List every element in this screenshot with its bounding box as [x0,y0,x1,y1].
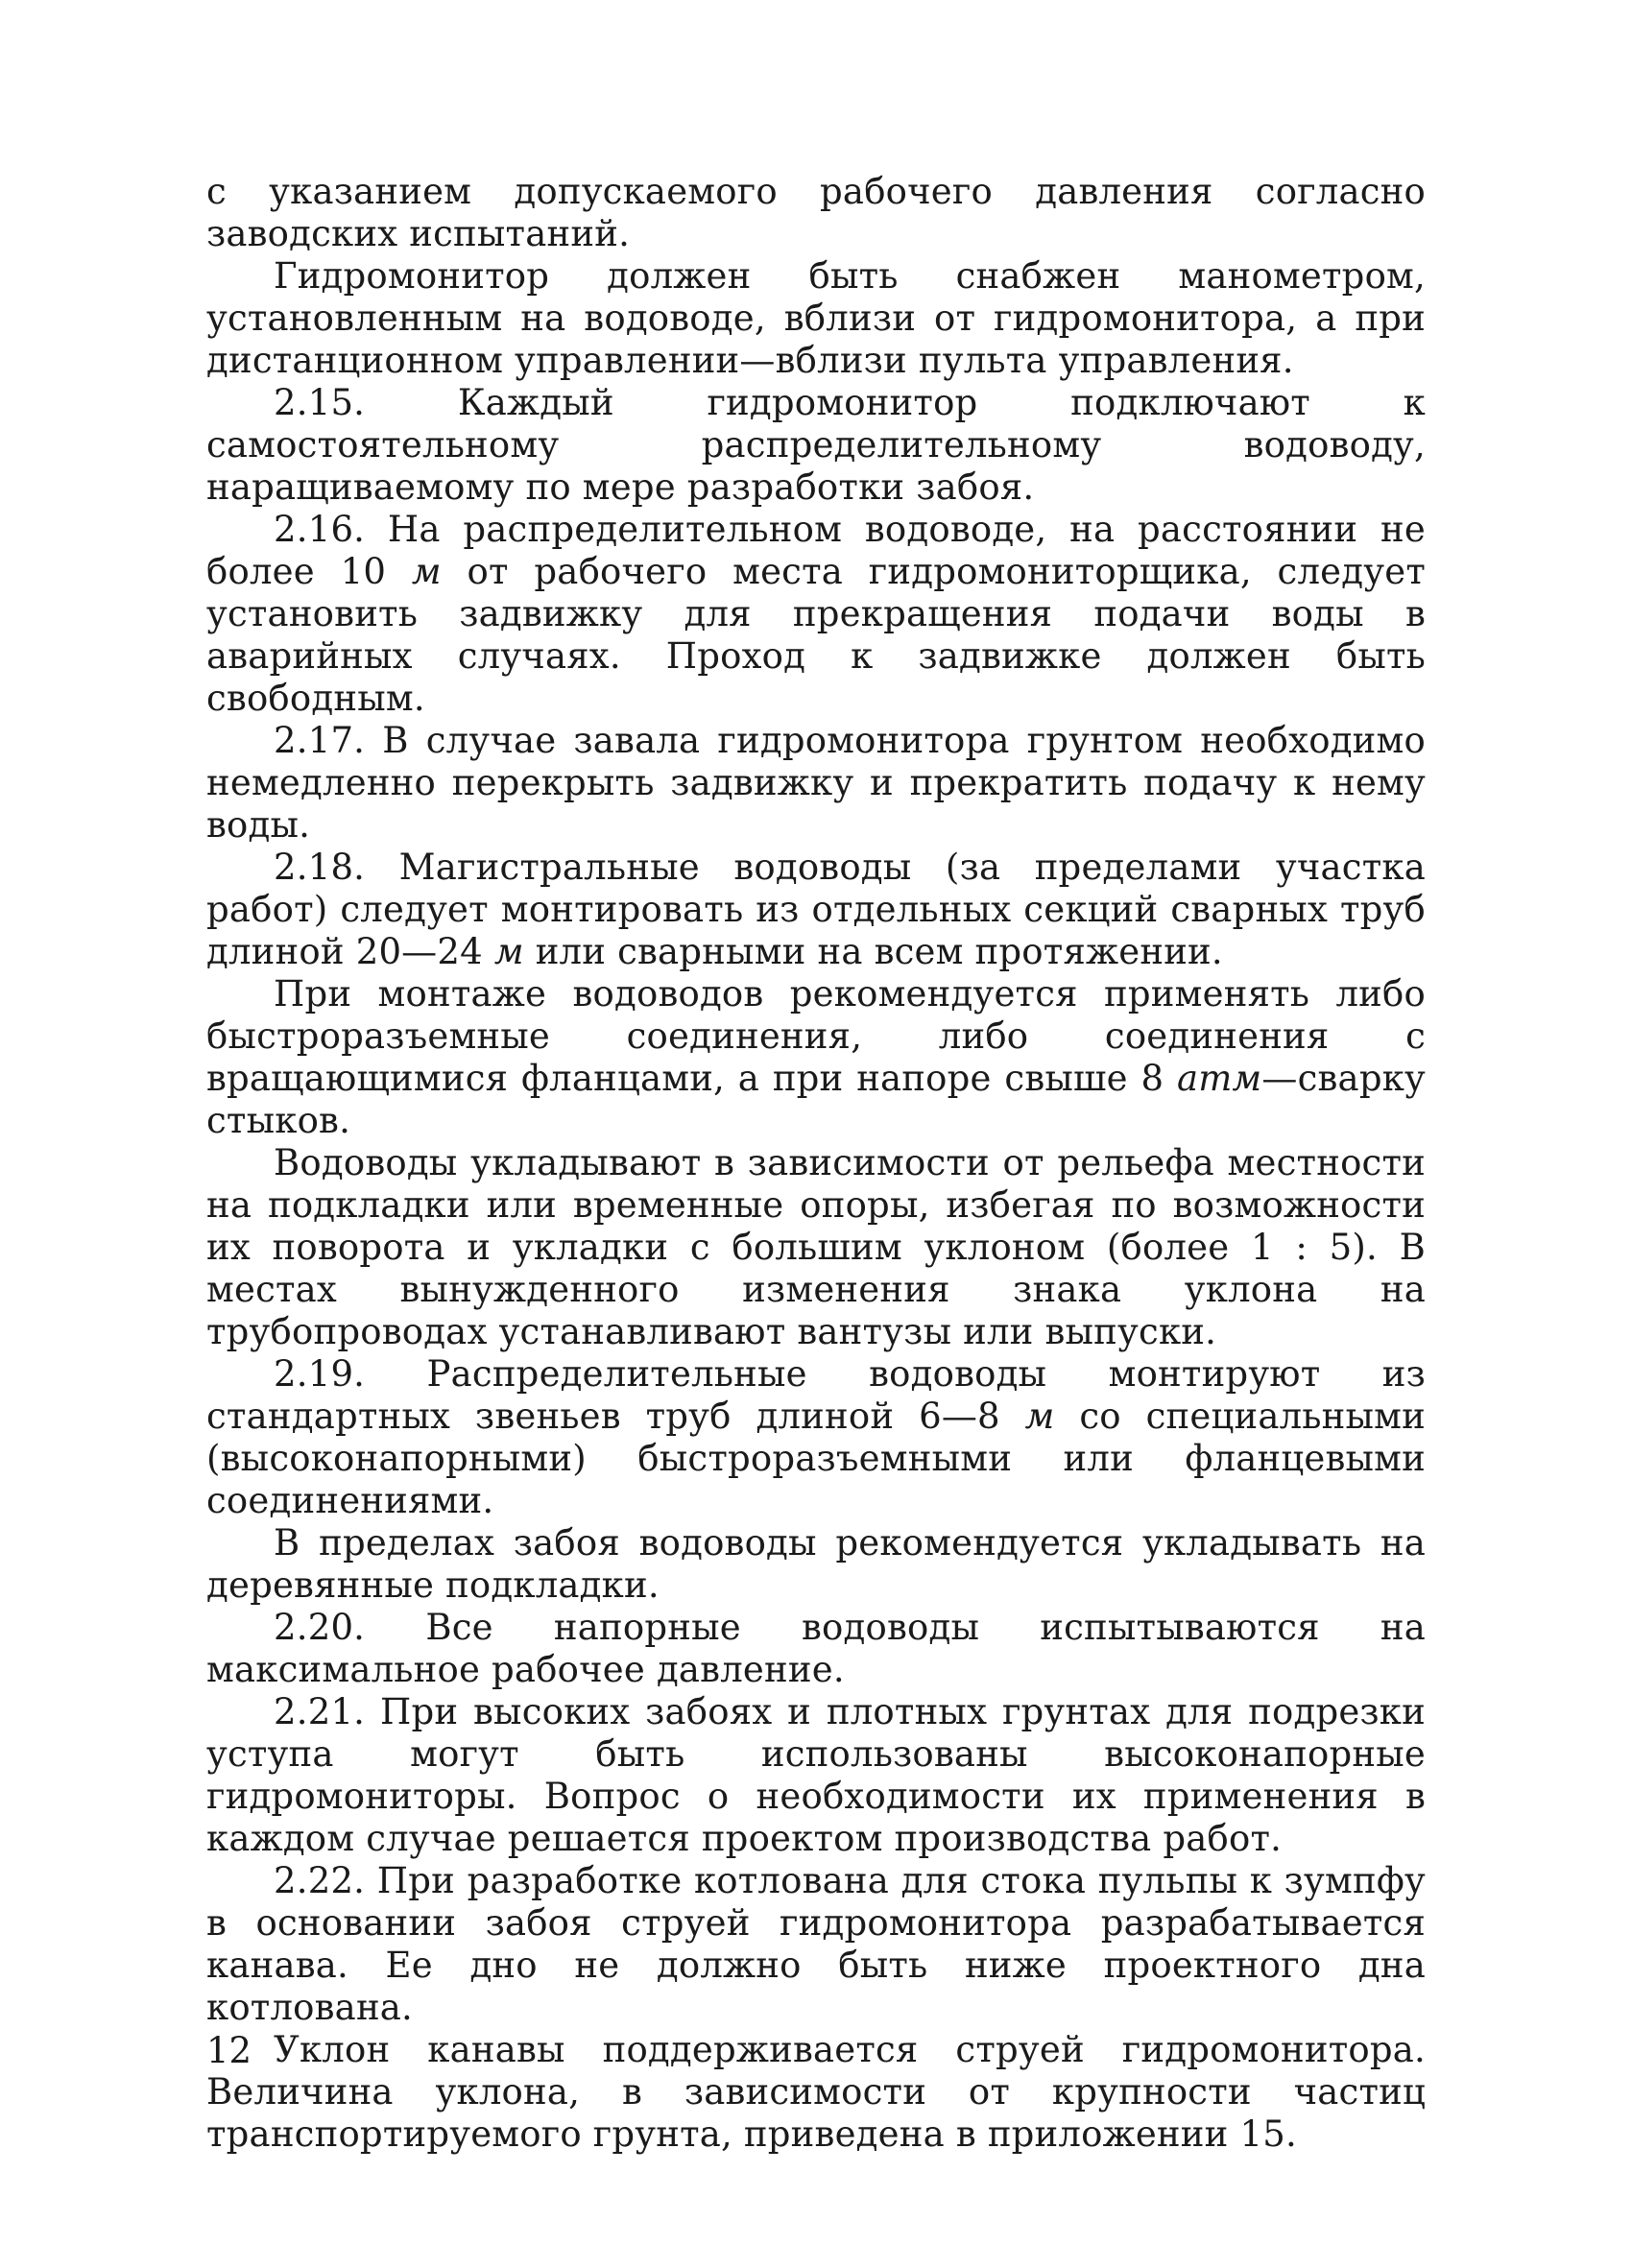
section-number: 2.15. [274,382,366,423]
paragraph-text: В пределах забоя водоводы рекомендуется укладывать на деревянные подкладки. [206,1522,1426,1606]
paragraph-text: Каждый гидромонитор подключают к самостоятельному распределительному водоводу, наращиваемому по мере разработки забоя. [206,382,1426,508]
section-2-15 [206,382,1426,509]
paragraph-manometer [206,255,1426,382]
section-2-18 [206,847,1426,973]
unit-text: м [411,551,442,592]
paragraph-face-limits [206,1522,1426,1607]
section-2-16 [206,509,1426,720]
paragraph-text: В случае завала гидромонитора грунтом необходимо немедленно перекрыть задвижку и прекратить подачу к нему воды. [206,720,1426,846]
section-number: 2.21. [274,1691,366,1732]
paragraph-text: Все напорные водоводы испытываются на максимальное рабочее давление. [206,1607,1426,1690]
paragraph-text: от рабочего места гидромониторщика, следует установить задвижку для прекращения подачи воды в аварийных случаях. Проход к задвижке должен быть свободным. [206,551,1426,719]
paragraph-text: При высоких забоях и плотных грунтах для подрезки уступа могут быть использованы высоконапорные гидромониторы. Вопрос о необходимости их применения в каждом случае решается проектом производства работ. [206,1691,1426,1859]
paragraph-laying [206,1142,1426,1353]
paragraph-text: Магистральные водоводы (за пределами участка работ) следует монтировать из отдельных секций сварных труб длиной 20—24 [206,847,1426,972]
paragraph-text: На распределительном водоводе, на расстоянии не более 10 [206,509,1426,592]
section-number: 2.22. [274,1860,366,1901]
page-number: 12 [206,2030,252,2071]
page-body [206,171,1426,2156]
paragraph-slope [206,2029,1426,2156]
section-number: 2.19. [274,1353,366,1395]
paragraph-mounting [206,973,1426,1142]
section-2-22 [206,1860,1426,2029]
paragraph-text: Гидромонитор должен быть снабжен манометром, установленным на водоводе, вблизи от гидромонитора, а при дистанционном управлении—вблизи пульта управления. [206,255,1426,381]
paragraph-text: При монтаже водоводов рекомендуется применять либо быстроразъемные соединения, либо соединения с вращающимися фланцами, а при напоре свыше 8 [206,973,1426,1099]
unit-text: атм [1176,1058,1262,1099]
section-2-21 [206,1691,1426,1860]
section-number: 2.20. [274,1607,366,1648]
paragraph-text: При разработке котлована для стока пульпы к зумпфу в основании забоя струей гидромонитора разрабатывается канава. Ее дно не должно быть ниже проектного дна котлована. [206,1860,1426,2028]
unit-text: м [493,931,524,972]
section-2-19 [206,1353,1426,1522]
section-number: 2.17. [274,720,366,761]
section-2-17 [206,720,1426,847]
paragraph-continuation [206,171,1426,255]
unit-text: м [1024,1396,1055,1437]
paragraph-text: с указанием допускаемого рабочего давления согласно заводских испытаний. [206,171,1426,254]
paragraph-text: —сварку стыков. [206,1058,1426,1141]
paragraph-text: Водоводы укладывают в зависимости от рельефа местности на подкладки или временные опоры, избегая по возможности их поворота и укладки с большим уклоном (более 1 : 5). В местах вынужденного изменения знака уклона на трубопроводах устанавливают вантузы или выпуски. [206,1142,1426,1352]
section-number: 2.16. [274,509,366,550]
paragraph-text: или сварными на всем протяжении. [523,931,1223,972]
paragraph-text: Уклон канавы поддерживается струей гидромонитора. Величина уклона, в зависимости от крупности частиц транспортируемого грунта, приведена в приложении 15. [206,2029,1426,2155]
paragraph-text: со специальными (высоконапорными) быстроразъемными или фланцевыми соединениями. [206,1396,1426,1521]
section-number: 2.18. [274,847,366,888]
section-2-20 [206,1607,1426,1691]
paragraph-text: Распределительные водоводы монтируют из стандартных звеньев труб длиной 6—8 [206,1353,1426,1437]
